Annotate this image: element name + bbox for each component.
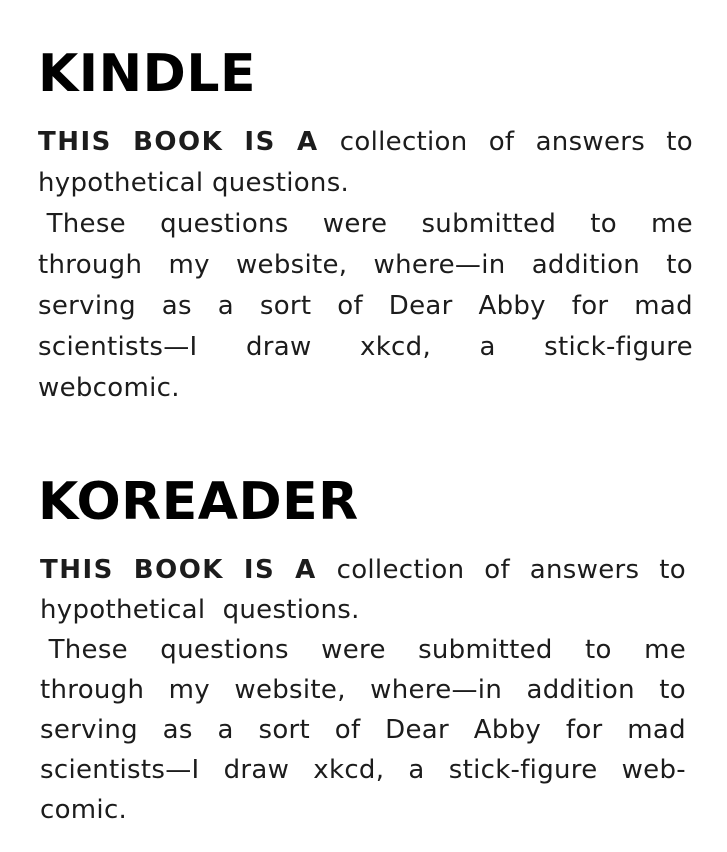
kindle-word: through bbox=[38, 250, 143, 280]
kindle-word: serving bbox=[38, 291, 136, 321]
kindle-word: webcomic. bbox=[38, 373, 180, 403]
koreader-word: website, bbox=[234, 675, 346, 705]
kindle-word: addition bbox=[531, 250, 641, 280]
kindle-line-5 bbox=[38, 286, 693, 327]
koreader-word: serving bbox=[40, 715, 138, 745]
koreader-line-3 bbox=[40, 630, 686, 670]
kindle-word: of bbox=[488, 127, 515, 157]
kindle-line-7 bbox=[38, 368, 693, 409]
kindle-line-4 bbox=[38, 245, 693, 286]
koreader-line-1 bbox=[40, 550, 686, 590]
kindle-word: Abby bbox=[478, 291, 546, 321]
koreader-lead-word: THIS bbox=[40, 555, 114, 585]
kindle-word: scientists—I bbox=[38, 332, 198, 362]
kindle-word: for bbox=[571, 291, 609, 321]
kindle-line-1 bbox=[38, 122, 693, 163]
koreader-section bbox=[38, 472, 686, 825]
kindle-word: answers bbox=[535, 127, 646, 157]
koreader-word: xkcd, bbox=[313, 755, 385, 785]
kindle-word: me bbox=[651, 209, 693, 239]
koreader-word: where—in bbox=[370, 675, 503, 705]
koreader-word: scientists—I bbox=[40, 755, 200, 785]
kindle-word: my bbox=[168, 250, 210, 280]
koreader-word: Abby bbox=[473, 715, 542, 745]
koreader-word: hypothetical bbox=[40, 595, 206, 625]
koreader-line-5 bbox=[40, 710, 686, 750]
kindle-lead-word: BOOK bbox=[133, 127, 224, 157]
koreader-line-2 bbox=[40, 590, 686, 630]
kindle-word: to bbox=[666, 127, 693, 157]
koreader-word: submitted bbox=[418, 635, 553, 665]
koreader-word: to bbox=[659, 555, 686, 585]
kindle-word: of bbox=[337, 291, 363, 321]
kindle-word: as bbox=[161, 291, 192, 321]
koreader-word: Dear bbox=[385, 715, 449, 745]
koreader-word: a bbox=[217, 715, 234, 745]
kindle-word: to bbox=[590, 209, 617, 239]
kindle-word: where—in bbox=[373, 250, 506, 280]
kindle-word: xkcd, bbox=[360, 332, 432, 362]
kindle-word: draw bbox=[245, 332, 312, 362]
kindle-word: hypothetical questions. bbox=[38, 168, 350, 198]
kindle-section bbox=[38, 44, 693, 403]
koreader-word: through bbox=[40, 675, 145, 705]
kindle-word: website, bbox=[235, 250, 348, 280]
kindle-word: a bbox=[217, 291, 234, 321]
koreader-word: questions bbox=[160, 635, 289, 665]
koreader-word: to bbox=[585, 635, 612, 665]
koreader-word: questions. bbox=[222, 595, 360, 625]
kindle-word: questions bbox=[160, 209, 289, 239]
koreader-word: of bbox=[334, 715, 361, 745]
kindle-line-2 bbox=[38, 163, 693, 204]
kindle-word: were bbox=[322, 209, 388, 239]
koreader-paragraph bbox=[40, 550, 686, 830]
koreader-word: to bbox=[659, 675, 686, 705]
kindle-word: submitted bbox=[421, 209, 557, 239]
koreader-word: These bbox=[40, 635, 128, 665]
kindle-word: to bbox=[666, 250, 693, 280]
koreader-line-4 bbox=[40, 670, 686, 710]
kindle-word: sort bbox=[259, 291, 312, 321]
koreader-word: stick-figure bbox=[448, 755, 598, 785]
kindle-word: Dear bbox=[388, 291, 453, 321]
kindle-word: collection bbox=[339, 127, 468, 157]
koreader-word: a bbox=[408, 755, 425, 785]
koreader-word: collection bbox=[336, 555, 465, 585]
kindle-line-6 bbox=[38, 327, 693, 368]
kindle-word: These bbox=[38, 209, 126, 239]
koreader-word: me bbox=[644, 635, 686, 665]
kindle-paragraph bbox=[38, 122, 693, 409]
koreader-word: mad bbox=[627, 715, 686, 745]
kindle-lead-word: A bbox=[297, 127, 319, 157]
koreader-word: draw bbox=[223, 755, 290, 785]
koreader-word: sort bbox=[258, 715, 311, 745]
koreader-word: web- bbox=[621, 755, 686, 785]
koreader-word: as bbox=[162, 715, 193, 745]
koreader-lead-word: A bbox=[295, 555, 317, 585]
kindle-lead-word: IS bbox=[244, 127, 276, 157]
kindle-lead-word: THIS bbox=[38, 127, 112, 157]
kindle-heading: KINDLE bbox=[38, 44, 256, 104]
koreader-lead-word: IS bbox=[243, 555, 276, 585]
koreader-word: comic. bbox=[40, 795, 128, 825]
koreader-word: were bbox=[321, 635, 386, 665]
koreader-heading: KOREADER bbox=[38, 472, 359, 532]
kindle-line-3 bbox=[38, 204, 693, 245]
kindle-word: mad bbox=[634, 291, 693, 321]
koreader-word: my bbox=[168, 675, 210, 705]
koreader-word: for bbox=[565, 715, 603, 745]
koreader-line-6 bbox=[40, 750, 686, 790]
koreader-word: answers bbox=[529, 555, 640, 585]
kindle-word: stick-figure bbox=[544, 332, 693, 362]
kindle-word: a bbox=[479, 332, 496, 362]
koreader-lead-word: BOOK bbox=[133, 555, 224, 585]
koreader-word: of bbox=[484, 555, 510, 585]
koreader-word: addition bbox=[526, 675, 635, 705]
koreader-line-7 bbox=[40, 790, 686, 830]
